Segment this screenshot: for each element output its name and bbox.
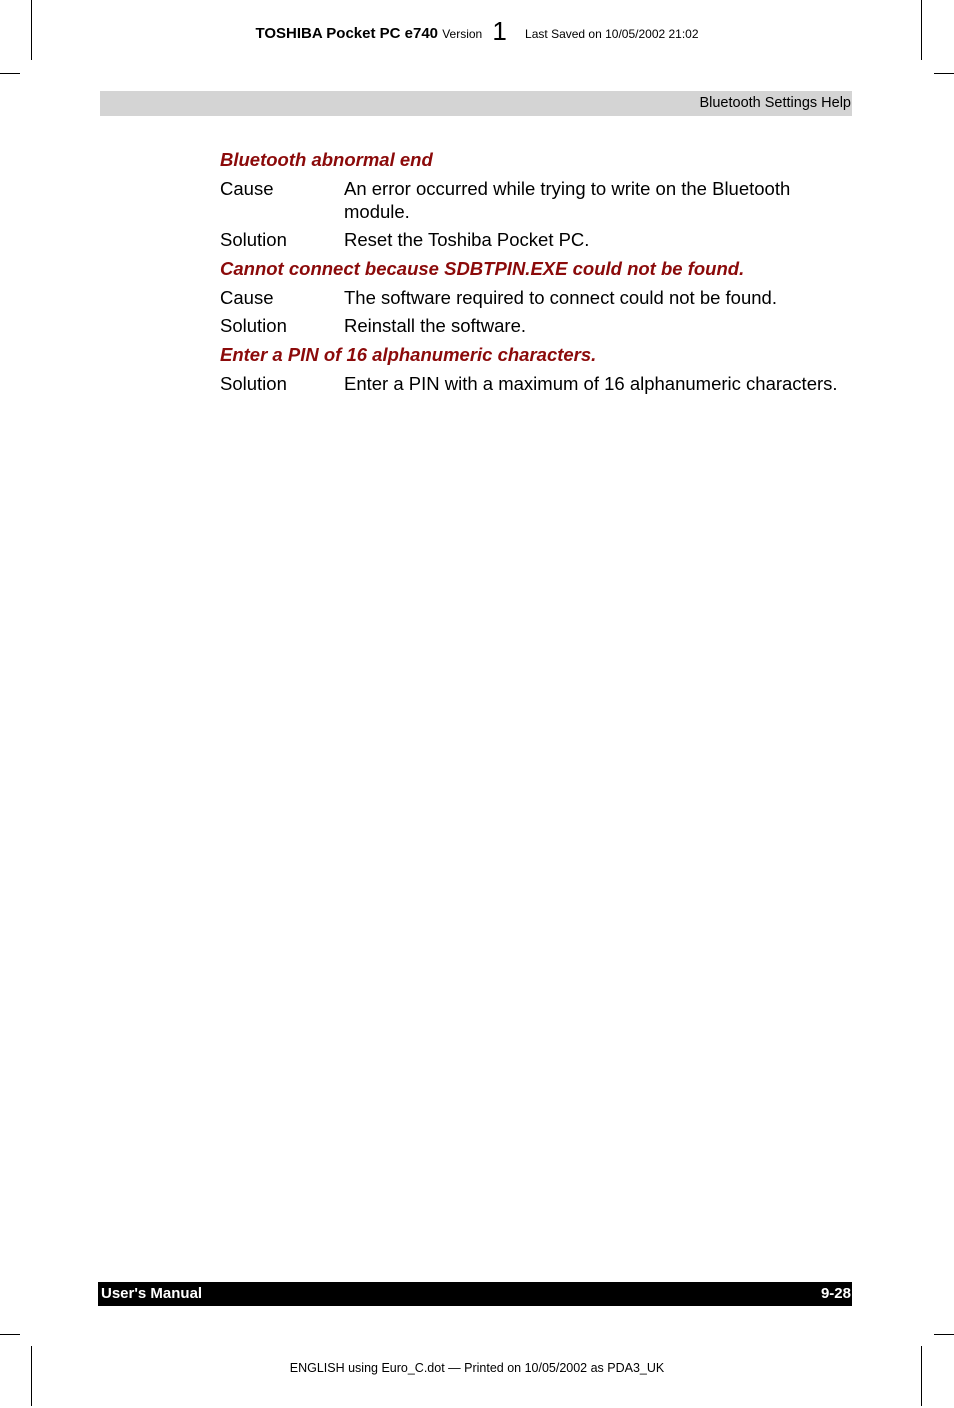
crop-mark-bottom-left-horizontal [0,1334,20,1335]
section-cannot-connect [220,257,840,337]
entry-text: Reset the Toshiba Pocket PC. [344,229,590,250]
crop-mark-bottom-right-horizontal [934,1334,954,1335]
page-content [220,148,840,395]
section-bluetooth-abnormal-end [220,148,840,251]
version-number: 1 [492,16,507,46]
entry-solution [220,372,840,395]
entry-solution [220,228,840,251]
entry-text: The software required to connect could not be found. [344,287,777,308]
entry-label: Solution [220,315,287,336]
footer-bar [98,1282,852,1306]
entry-label: Cause [220,178,274,199]
entry-text: Reinstall the software. [344,315,527,336]
product-name: TOSHIBA Pocket PC e740 [255,25,439,42]
print-header [0,16,954,47]
crop-mark-top-right-horizontal [934,73,954,74]
version-label: Version [442,27,483,41]
print-footer: ENGLISH using Euro_C.dot — Printed on 10/05/2002 as PDA3_UK [289,1361,665,1375]
last-saved: Last Saved on 10/05/2002 21:02 [525,27,699,41]
entry-solution [220,314,840,337]
entry-label: Cause [220,287,274,308]
entry-cause [220,177,840,223]
running-head-title: Bluetooth Settings Help [699,95,851,111]
entry-label: Solution [220,373,287,394]
section-title: Cannot connect because SDBTPIN.EXE could not be found. [220,258,745,279]
running-head-bar [100,91,852,116]
crop-mark-top-left-horizontal [0,73,20,74]
section-title: Bluetooth abnormal end [220,149,433,170]
entry-label: Solution [220,229,287,250]
section-title: Enter a PIN of 16 alphanumeric characters. [220,344,597,365]
entry-text: An error occurred while trying to write on the Bluetooth module. [344,178,791,222]
entry-text: Enter a PIN with a maximum of 16 alphanumeric characters. [344,373,838,394]
page-number: 9-28 [820,1285,851,1302]
section-enter-pin [220,343,840,395]
manual-label: User's Manual [101,1285,203,1302]
entry-cause [220,286,840,309]
